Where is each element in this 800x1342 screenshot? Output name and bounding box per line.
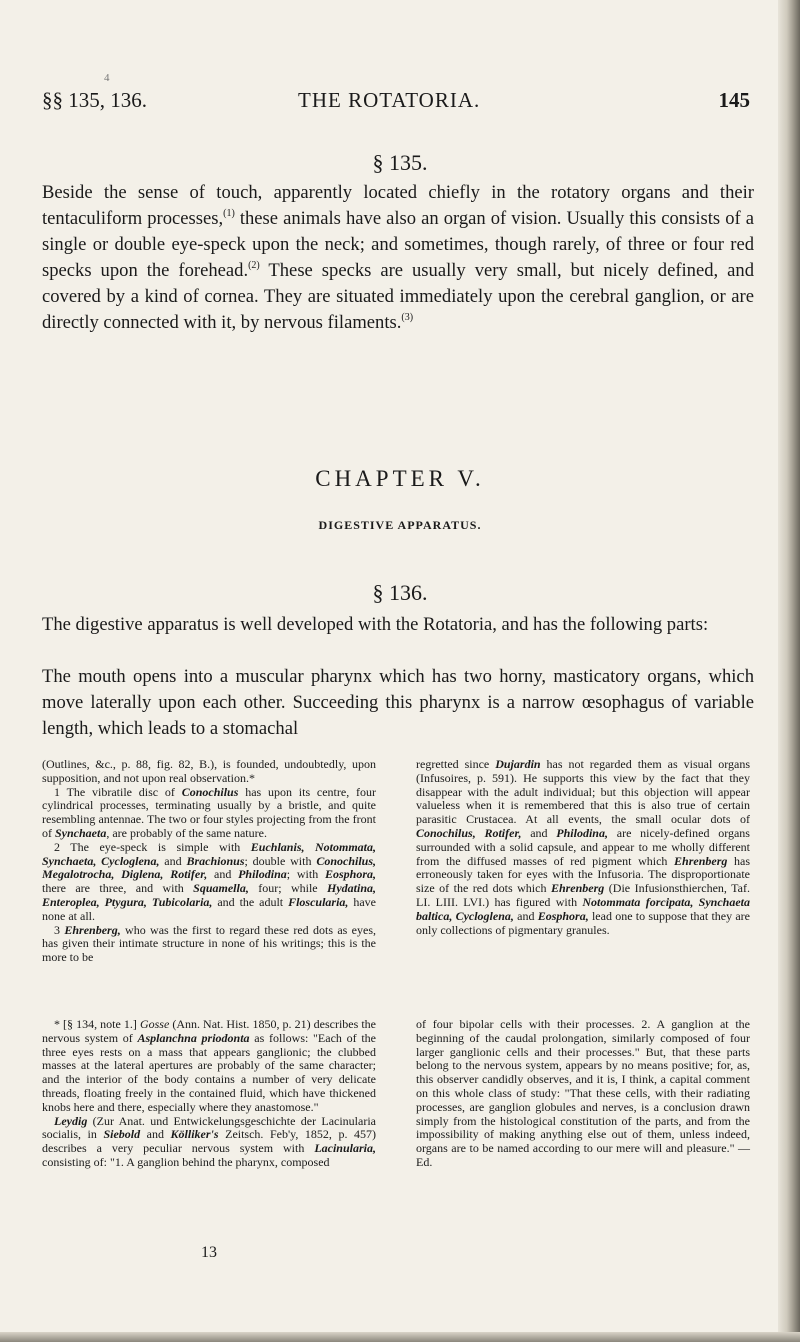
editor-note-text: and (140, 1127, 171, 1142)
footnote-2-taxon: Philodina (238, 867, 287, 882)
s135-ref-3: (3) (401, 312, 414, 323)
editor-note-author: Siebold (103, 1127, 141, 1142)
section-135-title: § 135. (372, 150, 428, 175)
page-edge-right (778, 0, 800, 1342)
editor-note-author: Leydig (54, 1113, 88, 1128)
footnote-1-text: , are probably of the same nature. (106, 825, 267, 840)
chapter-title: CHAPTER V. (315, 466, 485, 491)
footnotes-upper-left (42, 758, 376, 965)
page-mark: 4 (104, 72, 110, 84)
section-136-paragraph-1: The digestive apparatus is well developed with the Rotatoria, and has the following parts: (42, 614, 709, 635)
editor-note-left (42, 1018, 376, 1170)
editor-note-text: Zeitsch. Feb'y, 1852, p. 457) describes a very peculiar nervous system with (42, 1127, 377, 1156)
footnote-2-taxon: Eosphora, (325, 867, 377, 882)
editor-note-text: of four bipolar cells with their processes. 2. A ganglion at the beginning of the caudal prolongation, similarly composed of four larger ganglionic cells and their processes." But, that these parts belong to the nervous system, appears by no means positive; for, as, this observer candidly observes, and it is, I think, a capital comment on this whole class of study: "That these cells, with their radiating processes, are ganglion globules and nerves, is a conclusion drawn simply from the histological constitution of the parts, and from the impossibility of making anything else out of them, unless indeed, organs are to be named according to our mere will and pleasure." — (416, 1017, 750, 1156)
header-page-number: 145 (718, 88, 750, 112)
section-135-paragraph (42, 180, 754, 336)
footnote-2-text: have none at all. (42, 894, 377, 923)
s135-ref-1: (1) (223, 208, 235, 219)
chapter-subtitle: DIGESTIVE APPARATUS. (318, 518, 482, 532)
footnote-2-text: and (159, 853, 187, 868)
footnote-1-text: The vibratile disc of (60, 784, 182, 799)
s135-text-c: These specks are usually very small, but nicely defined, and covered by a kind of cornea. They are situated immediately upon the cerebral ganglion, or are directly connected with it, by nervous filaments. (42, 260, 754, 333)
editor-note-text: as follows: "Each of the three eyes rests on a mass that appears ganglionic; the clubbed masses at the lateral apertures are probably of the same character; and the interior of the body contains a number of very delicate threads, floating freely in the contained fluid, which have thickened knobs here and there, especially where they anastomose." (42, 1030, 376, 1114)
editor-note-text: (Ann. Nat. Hist. 1850, p. 21) describes the nervous system of (42, 1017, 377, 1045)
footnote-2-text: The eye-speck is simple with (60, 839, 251, 854)
footnote-2-number: 2 (54, 839, 60, 854)
editor-note-text: (Zur Anat. und Entwickelungsgeschichte der Lacinularia socialis, in (42, 1113, 376, 1142)
footnote-3-continued: regretted since (416, 757, 496, 771)
footnote-3-number: 3 (54, 922, 60, 937)
footnote-2-taxon: Euchlanis, Notommata, Synchaeta, Cycloglena, (42, 839, 376, 868)
editor-signature: Ed. (416, 1154, 433, 1169)
header-title: THE ROTATORIA. (298, 88, 481, 112)
footnote-3-continued: (Die Infusionsthierchen, Taf. LI. LIII. LVI.) has figured with (416, 881, 750, 909)
s135-ref-2: (2) (248, 260, 260, 271)
footnote-1-taxon: Conochilus (181, 784, 239, 799)
running-header (42, 88, 750, 118)
editor-note-author: Kölliker's (170, 1127, 219, 1142)
footnote-2-text: ; with (286, 867, 325, 882)
footnote-author: Ehrenberg (550, 881, 605, 896)
editor-note-text: consisting of: "1. A ganglion behind the pharynx, composed (42, 1154, 330, 1169)
footnote-2-text: and the adult (212, 894, 289, 909)
footnote-taxon: Philodina, (556, 825, 608, 840)
footnote-taxon: Conochilus, Rotifer, (416, 825, 522, 840)
editor-note-taxon: Lacinularia, (314, 1141, 376, 1156)
footnote-author: Ehrenberg (674, 853, 728, 868)
footnote-1-number: 1 (54, 784, 60, 799)
s135-text-a: Beside the sense of touch, apparently located chiefly in the rotatory organs and their tentaculiform processes, (42, 182, 754, 229)
s135-text-b: these animals have also an organ of vision. Usually this consists of a single or double eye-speck upon the neck; and sometimes, though rarely, of three or four red specks upon the forehead. (42, 208, 754, 281)
footnote-3-text: who was the first to regard these red dots as eyes, has given their intimate structure in none of his writings; this is the more to be (42, 922, 376, 965)
header-sections: §§ 135, 136. (42, 88, 147, 112)
footnotes-upper-right (416, 758, 750, 937)
footnote-2-taxon: Conochilus, Megalotrocha, Diglena, Rotifer, (42, 853, 377, 882)
footnote-2-text: and (207, 867, 239, 882)
footnote-3-author: Ehrenberg, (64, 922, 121, 937)
section-136-title: § 136. (372, 580, 428, 605)
footnote-1-taxon: Synchaeta (55, 825, 107, 840)
signature-mark: 13 (201, 1244, 217, 1261)
footnote-2-taxon: Brachionus (186, 853, 245, 868)
footnote-1-text: has upon its centre, four cylindrical processes, terminating usually by a bristle, and quite resembling antennae. The two or four styles projecting from the front of (42, 784, 376, 840)
footnote-author: Dujardin (495, 757, 541, 771)
footnote-2-text: four; while (248, 881, 327, 896)
footnote-3-continued: and (513, 908, 538, 923)
editor-note-author: Gosse (139, 1017, 170, 1031)
footnote-3-continued: has erroneously taken for eyes with the Infusoria. The disproportionate size of the red dots which (416, 853, 751, 896)
footnote-2-text: ; double with (244, 853, 317, 868)
footnote-3-continued: are nicely-defined organs surrounded with a solid capsule, and appear to me wholly different from the diffused masses of red pigment which (416, 825, 750, 868)
footnote-2-taxon: Hydatina, Enteroplea, Ptygura, Tubicolaria, (42, 881, 376, 909)
footnote-2-text: there are three, and with (42, 881, 194, 896)
editor-note-taxon: Asplanchna priodonta (137, 1030, 250, 1045)
footnote-3-continued: lead one to suppose that they are only collections of pigmentary granules. (416, 908, 751, 937)
footnote-taxon: Notommata forcipata, Synchaeta baltica, Cycloglena, (416, 894, 751, 923)
editor-note-ref: * [§ 134, note 1.] (54, 1017, 140, 1031)
footnote-3-continued: has not regarded them as visual organs (Infusoires, p. 591). He supports this view by the fact that they disappear with the adult individual; but this objection will appear valueless when it is remembered that this is also true of certain parasitic Crustacea. At all events, the small ocular dots of (416, 757, 751, 827)
editor-note-right (416, 1018, 750, 1170)
page-edge-bottom (0, 1332, 800, 1342)
section-136-paragraph-2: The mouth opens into a muscular pharynx which has two horny, masticatory organs, which move laterally upon each other. Succeeding this pharynx is a narrow œsophagus of variable length, which leads to a stomachal (42, 666, 754, 739)
footnote-2-taxon: Squamella, (193, 881, 249, 896)
footnote-continuation: (Outlines, &c., p. 88, fig. 82, B.), is founded, undoubtedly, upon supposition, and not upon real observation.* (42, 757, 376, 785)
footnote-taxon: Eosphora, (537, 908, 589, 923)
footnote-3-continued: and (521, 825, 557, 840)
footnote-2-taxon: Floscularia, (288, 894, 349, 909)
